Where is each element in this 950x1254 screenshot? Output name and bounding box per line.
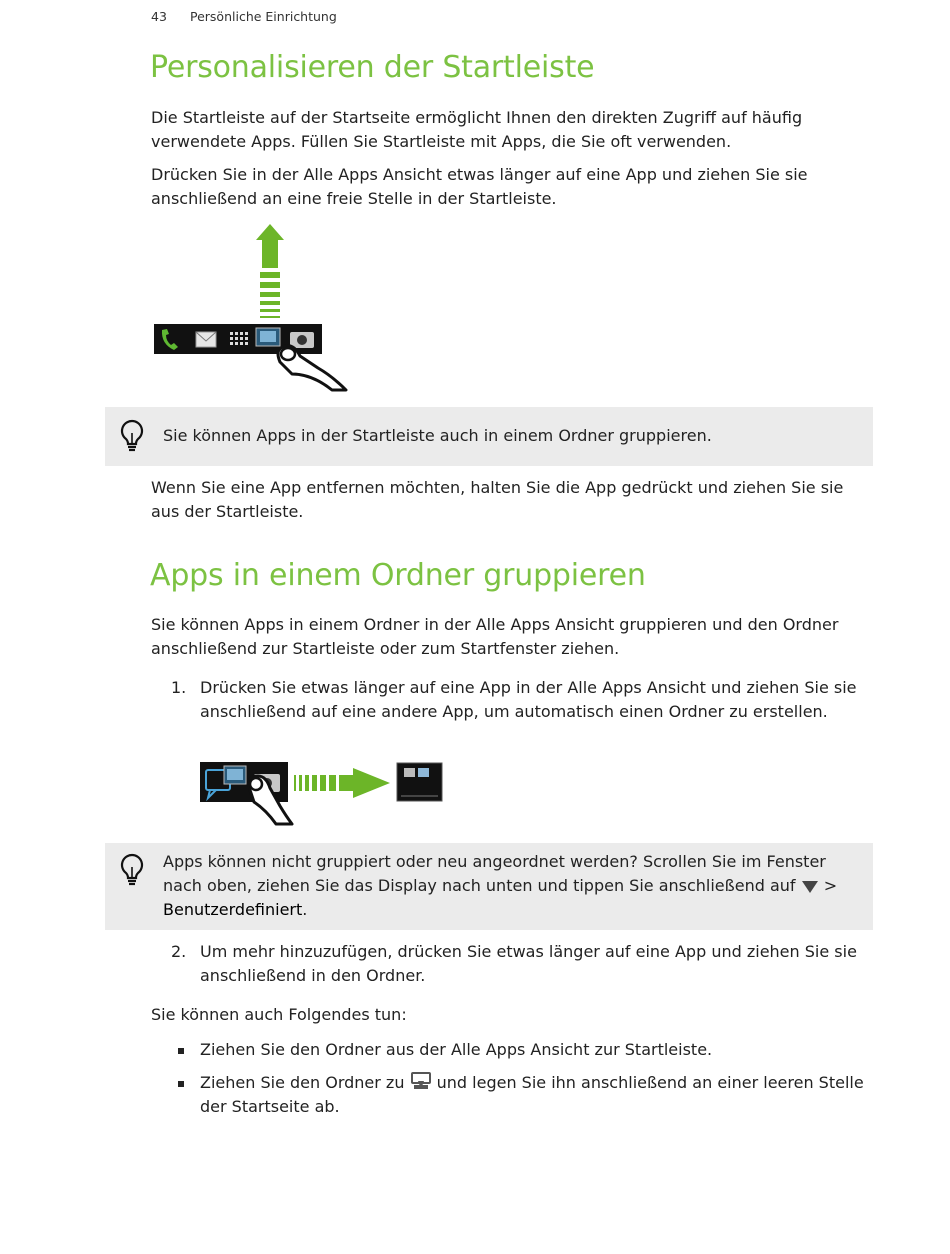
tip-box-folder bbox=[105, 407, 873, 466]
bullet-text-end: und legen Sie ihn anschließend an einer leeren Stelle der Startseite ab. bbox=[200, 1073, 864, 1116]
tip-separator: > bbox=[823, 876, 838, 895]
section-title-ordner: Apps in einem Ordner gruppieren bbox=[150, 558, 646, 593]
dropdown-triangle-icon bbox=[801, 880, 819, 894]
bullet-item-1 bbox=[151, 1038, 873, 1062]
paragraph-group-intro: Sie können Apps in einem Ordner in der Alle Apps Ansicht gruppieren und den Ordner anschließend zur Startleiste oder zum Startfenster ziehen. bbox=[151, 615, 839, 658]
bullet-text-start: Ziehen Sie den Ordner zu bbox=[200, 1073, 405, 1092]
gallery-app-icon bbox=[224, 766, 246, 784]
bullet-text: Ziehen Sie den Ordner aus der Alle Apps Ansicht zur Startleiste. bbox=[200, 1040, 713, 1059]
paragraph-remove-app: Wenn Sie eine App entfernen möchten, halten Sie die App gedrückt und ziehen Sie sie aus der Startleiste. bbox=[151, 478, 844, 521]
chapter-title: Persönliche Einrichtung bbox=[190, 9, 337, 24]
lightbulb-icon bbox=[119, 853, 145, 887]
paragraph-intro: Die Startleiste auf der Startseite ermöglicht Ihnen den direkten Zugriff auf häufig verwendete Apps. Füllen Sie Startleiste mit Apps, die Sie oft verwenden. bbox=[151, 108, 803, 151]
tip-text: Sie können Apps in der Startleiste auch in einem Ordner gruppieren. bbox=[163, 426, 712, 445]
up-arrow-icon bbox=[256, 224, 284, 318]
lightbulb-icon bbox=[119, 419, 145, 453]
step-number: 1. bbox=[171, 678, 187, 697]
section-title-startleiste: Personalisieren der Startleiste bbox=[150, 50, 595, 85]
launch-bar-drop-icon bbox=[410, 1071, 432, 1091]
dock-drag-illustration bbox=[150, 222, 360, 390]
step-number: 2. bbox=[171, 942, 187, 961]
tip-text bbox=[163, 850, 857, 922]
step-2 bbox=[151, 940, 873, 988]
step-text: Um mehr hinzuzufügen, drücken Sie etwas länger auf eine App und ziehen Sie sie anschließend in den Ordner. bbox=[200, 942, 857, 985]
camera-icon bbox=[290, 332, 314, 348]
step-1 bbox=[151, 676, 873, 724]
bullet-square-icon bbox=[178, 1048, 184, 1054]
mail-icon bbox=[196, 332, 216, 347]
right-arrow-icon bbox=[294, 768, 390, 798]
page-number: 43 bbox=[151, 9, 167, 24]
bullet-text bbox=[200, 1071, 873, 1119]
folder-icon bbox=[397, 763, 442, 801]
paragraph-also: Sie können auch Folgendes tun: bbox=[151, 1005, 407, 1024]
bullet-square-icon bbox=[178, 1081, 184, 1087]
menu-item-benutzerdefiniert: Benutzerdefiniert bbox=[163, 900, 303, 919]
tip-box-customize bbox=[105, 843, 873, 930]
tip-text-main: Apps können nicht gruppiert oder neu angeordnet werden? Scrollen Sie im Fenster nach oben, ziehen Sie das Display nach unten und tippen Sie anschließend auf bbox=[163, 852, 826, 895]
gallery-icon bbox=[256, 328, 280, 346]
tip-end: . bbox=[302, 900, 308, 919]
paragraph-instruction: Drücken Sie in der Alle Apps Ansicht etwas länger auf eine App und ziehen Sie sie anschließend an eine freie Stelle in der Startleiste. bbox=[151, 165, 808, 208]
running-header bbox=[151, 9, 337, 24]
step-text: Drücken Sie etwas länger auf eine App in der Alle Apps Ansicht und ziehen Sie sie anschließend auf eine andere App, um automatisch einen Ordner zu erstellen. bbox=[200, 678, 857, 721]
bullet-item-2 bbox=[151, 1071, 873, 1119]
folder-create-illustration bbox=[198, 760, 448, 826]
